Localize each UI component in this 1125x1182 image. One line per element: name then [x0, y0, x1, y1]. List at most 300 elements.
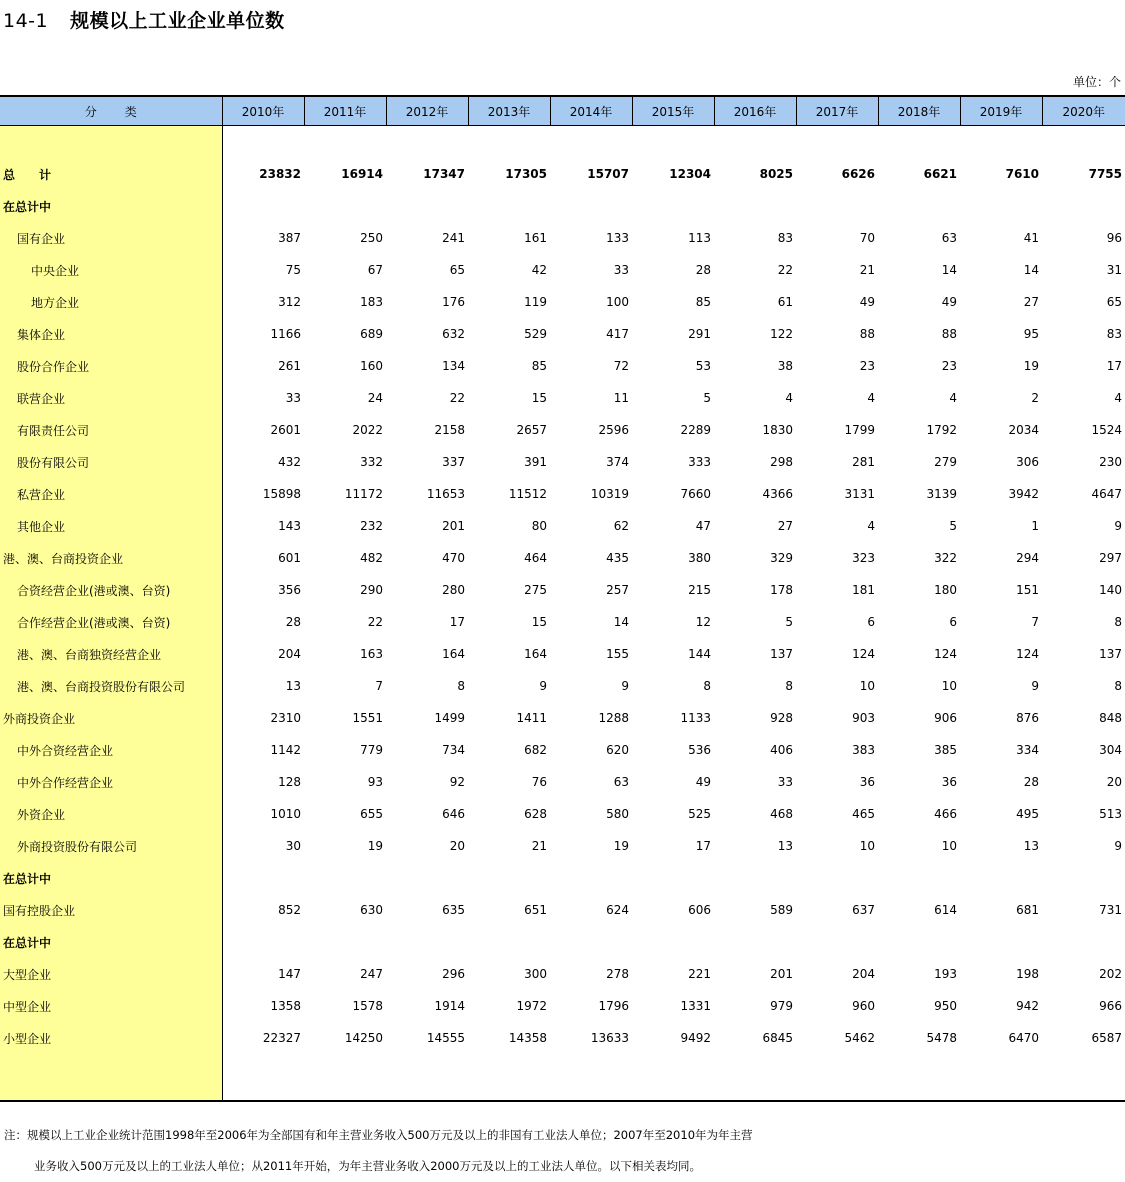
value-cell: 6	[949, 615, 957, 629]
value-cell	[714, 926, 796, 958]
table-title: 规模以上工业企业单位数	[70, 10, 285, 32]
value-cell: 6587	[1091, 1031, 1122, 1045]
table-row	[0, 830, 1125, 862]
value-cell: 689	[360, 327, 383, 341]
value-cell: 124	[852, 647, 875, 661]
value-cell: 144	[688, 647, 711, 661]
value-cell: 61	[777, 295, 793, 309]
value-cell: 1578	[352, 999, 383, 1013]
value-cell: 589	[770, 903, 793, 917]
value-cell: 9	[1114, 519, 1122, 533]
table-row	[0, 414, 1125, 446]
value-cell: 731	[1099, 903, 1122, 917]
value-cell: 133	[606, 231, 629, 245]
value-cell: 1499	[434, 711, 465, 725]
value-cell: 9	[539, 679, 547, 693]
value-cell: 10	[859, 679, 875, 693]
value-cell: 8	[703, 679, 711, 693]
value-cell	[222, 862, 304, 894]
value-cell: 17	[695, 839, 711, 853]
value-cell: 202	[1099, 967, 1122, 981]
value-cell: 14250	[344, 1031, 383, 1045]
data-table-container	[0, 95, 1125, 1102]
value-cell: 1331	[680, 999, 711, 1013]
value-cell: 17347	[423, 167, 465, 181]
value-cell: 333	[688, 455, 711, 469]
value-cell: 201	[442, 519, 465, 533]
table-row	[0, 734, 1125, 766]
category-cell: 其他企业	[0, 510, 222, 542]
value-cell: 2601	[270, 423, 301, 437]
value-cell: 525	[688, 807, 711, 821]
value-cell	[386, 926, 468, 958]
category-cell: 中外合资经营企业	[0, 734, 222, 766]
value-cell	[878, 926, 960, 958]
value-cell: 1792	[926, 423, 957, 437]
value-cell: 22	[367, 615, 383, 629]
value-cell	[632, 190, 714, 222]
value-cell: 466	[934, 807, 957, 821]
value-cell: 6621	[923, 167, 957, 181]
table-row	[0, 574, 1125, 606]
value-cell: 124	[934, 647, 957, 661]
table-row	[0, 958, 1125, 990]
category-cell	[0, 1054, 222, 1101]
value-cell: 1010	[270, 807, 301, 821]
value-cell	[550, 190, 632, 222]
value-cell: 36	[941, 775, 957, 789]
value-cell: 3131	[844, 487, 875, 501]
header-year: 2016年	[714, 96, 796, 126]
value-cell	[1042, 190, 1125, 222]
value-cell: 848	[1099, 711, 1122, 725]
value-cell: 291	[688, 327, 711, 341]
value-cell: 221	[688, 967, 711, 981]
value-cell: 100	[606, 295, 629, 309]
value-cell: 24	[367, 391, 383, 405]
value-cell: 72	[613, 359, 629, 373]
value-cell: 31	[1106, 263, 1122, 277]
value-cell: 193	[934, 967, 957, 981]
value-cell: 160	[360, 359, 383, 373]
value-cell: 1914	[434, 999, 465, 1013]
category-cell: 外资企业	[0, 798, 222, 830]
value-cell: 9	[1114, 839, 1122, 853]
value-cell: 298	[770, 455, 793, 469]
value-cell	[550, 926, 632, 958]
table-row	[0, 318, 1125, 350]
value-cell: 11512	[508, 487, 547, 501]
value-cell: 966	[1099, 999, 1122, 1013]
value-cell: 435	[606, 551, 629, 565]
category-cell: 联营企业	[0, 382, 222, 414]
value-cell: 261	[278, 359, 301, 373]
value-cell: 337	[442, 455, 465, 469]
value-cell: 682	[524, 743, 547, 757]
value-cell: 230	[1099, 455, 1122, 469]
value-cell: 464	[524, 551, 547, 565]
table-row	[0, 382, 1125, 414]
value-cell: 137	[770, 647, 793, 661]
table-row	[0, 702, 1125, 734]
value-cell: 906	[934, 711, 957, 725]
category-cell: 集体企业	[0, 318, 222, 350]
value-cell	[960, 926, 1042, 958]
category-cell: 在总计中	[0, 926, 222, 958]
value-cell: 6	[867, 615, 875, 629]
value-cell: 13633	[590, 1031, 629, 1045]
value-cell: 304	[1099, 743, 1122, 757]
value-cell: 297	[1099, 551, 1122, 565]
table-row	[0, 446, 1125, 478]
value-cell: 38	[777, 359, 793, 373]
value-cell: 10	[859, 839, 875, 853]
category-cell: 国有企业	[0, 222, 222, 254]
table-row	[0, 510, 1125, 542]
category-cell	[0, 126, 222, 159]
table-row	[0, 254, 1125, 286]
value-cell: 470	[442, 551, 465, 565]
value-cell: 5	[703, 391, 711, 405]
value-cell: 75	[285, 263, 301, 277]
value-cell: 9	[621, 679, 629, 693]
value-cell: 21	[859, 263, 875, 277]
value-cell: 13	[777, 839, 793, 853]
value-cell: 201	[770, 967, 793, 981]
value-cell	[1042, 862, 1125, 894]
value-cell: 134	[442, 359, 465, 373]
table-row	[0, 286, 1125, 318]
value-cell: 385	[934, 743, 957, 757]
header-year: 2011年	[304, 96, 386, 126]
category-cell: 中型企业	[0, 990, 222, 1022]
value-cell: 655	[360, 807, 383, 821]
value-cell: 5	[949, 519, 957, 533]
category-cell: 总 计	[0, 158, 222, 190]
value-cell: 28	[285, 615, 301, 629]
table-row	[0, 638, 1125, 670]
value-cell: 290	[360, 583, 383, 597]
table-row	[0, 990, 1125, 1022]
unit-label: 单位：个	[1072, 75, 1121, 89]
value-cell: 2022	[352, 423, 383, 437]
value-cell: 17	[1106, 359, 1122, 373]
value-cell: 178	[770, 583, 793, 597]
value-cell: 10319	[590, 487, 629, 501]
value-cell: 942	[1016, 999, 1039, 1013]
header-year: 2019年	[960, 96, 1042, 126]
value-cell: 606	[688, 903, 711, 917]
value-cell: 306	[1016, 455, 1039, 469]
value-cell: 41	[1023, 231, 1039, 245]
value-cell: 49	[941, 295, 957, 309]
value-cell: 3139	[926, 487, 957, 501]
value-cell: 14	[613, 615, 629, 629]
value-cell	[304, 862, 386, 894]
data-table	[0, 95, 1125, 1102]
value-cell: 143	[278, 519, 301, 533]
value-cell: 8	[1114, 615, 1122, 629]
header-year: 2012年	[386, 96, 468, 126]
value-cell: 128	[278, 775, 301, 789]
value-cell: 10	[941, 679, 957, 693]
table-row	[0, 350, 1125, 382]
category-cell: 合资经营企业(港或澳、台资)	[0, 574, 222, 606]
value-cell: 33	[777, 775, 793, 789]
value-cell	[878, 862, 960, 894]
value-cell	[1042, 926, 1125, 958]
value-cell: 232	[360, 519, 383, 533]
value-cell: 646	[442, 807, 465, 821]
value-cell: 2310	[270, 711, 301, 725]
category-cell: 外商投资股份有限公司	[0, 830, 222, 862]
value-cell: 33	[613, 263, 629, 277]
value-cell: 140	[1099, 583, 1122, 597]
value-cell: 15	[531, 615, 547, 629]
value-cell: 1358	[270, 999, 301, 1013]
value-cell: 2596	[598, 423, 629, 437]
value-cell: 11653	[426, 487, 465, 501]
value-cell: 580	[606, 807, 629, 821]
value-cell: 7	[1031, 615, 1039, 629]
value-cell: 9492	[680, 1031, 711, 1045]
table-row	[0, 862, 1125, 894]
value-cell: 250	[360, 231, 383, 245]
value-cell: 6470	[1008, 1031, 1039, 1045]
value-cell: 950	[934, 999, 957, 1013]
value-cell	[714, 862, 796, 894]
value-cell: 391	[524, 455, 547, 469]
value-cell	[878, 190, 960, 222]
value-cell: 14	[1023, 263, 1039, 277]
value-cell: 632	[442, 327, 465, 341]
category-cell: 小型企业	[0, 1022, 222, 1054]
value-cell: 15707	[587, 167, 629, 181]
value-cell: 33	[285, 391, 301, 405]
footnote-line: 注：规模以上工业企业统计范围1998年至2006年为全部国有和年主营业务收入500万元及以上的非国有工业法人单位；2007年至2010年为年主营	[4, 1128, 753, 1142]
value-cell: 70	[859, 231, 875, 245]
value-cell: 88	[941, 327, 957, 341]
value-cell: 164	[442, 647, 465, 661]
value-cell: 928	[770, 711, 793, 725]
value-cell: 2	[1031, 391, 1039, 405]
value-cell: 468	[770, 807, 793, 821]
value-cell: 6845	[762, 1031, 793, 1045]
value-cell: 383	[852, 743, 875, 757]
value-cell: 4	[785, 391, 793, 405]
value-cell: 88	[859, 327, 875, 341]
value-cell: 979	[770, 999, 793, 1013]
value-cell: 5	[785, 615, 793, 629]
value-cell: 8025	[759, 167, 793, 181]
value-cell: 93	[367, 775, 383, 789]
value-cell: 601	[278, 551, 301, 565]
value-cell: 13	[285, 679, 301, 693]
value-cell: 2158	[434, 423, 465, 437]
header-category: 分类	[0, 96, 222, 126]
category-cell: 港、澳、台商投资企业	[0, 542, 222, 574]
value-cell: 21	[531, 839, 547, 853]
value-cell: 20	[449, 839, 465, 853]
value-cell: 122	[770, 327, 793, 341]
value-cell: 8	[1114, 679, 1122, 693]
value-cell: 903	[852, 711, 875, 725]
value-cell: 113	[688, 231, 711, 245]
table-row	[0, 1022, 1125, 1054]
spacer-cell	[222, 1054, 1125, 1101]
value-cell	[386, 190, 468, 222]
value-cell: 4	[1114, 391, 1122, 405]
value-cell: 11172	[344, 487, 383, 501]
value-cell: 28	[695, 263, 711, 277]
value-cell: 624	[606, 903, 629, 917]
value-cell: 8	[457, 679, 465, 693]
value-cell: 49	[695, 775, 711, 789]
value-cell: 67	[367, 263, 383, 277]
value-cell: 294	[1016, 551, 1039, 565]
value-cell: 80	[531, 519, 547, 533]
value-cell: 147	[278, 967, 301, 981]
value-cell: 779	[360, 743, 383, 757]
value-cell: 322	[934, 551, 957, 565]
value-cell: 852	[278, 903, 301, 917]
value-cell: 49	[859, 295, 875, 309]
category-cell: 大型企业	[0, 958, 222, 990]
value-cell: 465	[852, 807, 875, 821]
value-cell: 163	[360, 647, 383, 661]
value-cell: 257	[606, 583, 629, 597]
value-cell: 960	[852, 999, 875, 1013]
category-cell: 地方企业	[0, 286, 222, 318]
value-cell: 124	[1016, 647, 1039, 661]
value-cell: 312	[278, 295, 301, 309]
value-cell: 1142	[270, 743, 301, 757]
value-cell: 380	[688, 551, 711, 565]
value-cell: 19	[1023, 359, 1039, 373]
table-number: 14-1	[3, 10, 49, 32]
table-row	[0, 478, 1125, 510]
value-cell: 334	[1016, 743, 1039, 757]
value-cell: 332	[360, 455, 383, 469]
value-cell: 614	[934, 903, 957, 917]
value-cell	[960, 862, 1042, 894]
value-cell: 2289	[680, 423, 711, 437]
value-cell: 47	[695, 519, 711, 533]
value-cell: 275	[524, 583, 547, 597]
value-cell: 27	[1023, 295, 1039, 309]
value-cell: 164	[524, 647, 547, 661]
value-cell: 63	[941, 231, 957, 245]
value-cell: 1411	[516, 711, 547, 725]
value-cell: 215	[688, 583, 711, 597]
table-row	[0, 894, 1125, 926]
value-cell: 5478	[926, 1031, 957, 1045]
header-year: 2017年	[796, 96, 878, 126]
value-cell: 28	[1023, 775, 1039, 789]
value-cell: 247	[360, 967, 383, 981]
value-cell: 4	[949, 391, 957, 405]
value-cell: 11	[613, 391, 629, 405]
value-cell: 1133	[680, 711, 711, 725]
header-year: 2013年	[468, 96, 550, 126]
value-cell: 278	[606, 967, 629, 981]
table-row	[0, 766, 1125, 798]
value-cell: 19	[367, 839, 383, 853]
value-cell: 1288	[598, 711, 629, 725]
value-cell: 300	[524, 967, 547, 981]
value-cell: 180	[934, 583, 957, 597]
value-cell: 4647	[1091, 487, 1122, 501]
value-cell: 19	[613, 839, 629, 853]
category-cell: 合作经营企业(港或澳、台资)	[0, 606, 222, 638]
value-cell: 16914	[341, 167, 383, 181]
value-cell: 1551	[352, 711, 383, 725]
value-cell: 280	[442, 583, 465, 597]
category-cell: 港、澳、台商投资股份有限公司	[0, 670, 222, 702]
value-cell: 9	[1031, 679, 1039, 693]
value-cell	[632, 926, 714, 958]
value-cell: 7660	[680, 487, 711, 501]
value-cell	[222, 190, 304, 222]
value-cell: 637	[852, 903, 875, 917]
value-cell: 406	[770, 743, 793, 757]
value-cell: 7755	[1088, 167, 1122, 181]
value-cell: 1	[1031, 519, 1039, 533]
value-cell: 62	[613, 519, 629, 533]
value-cell: 85	[695, 295, 711, 309]
value-cell	[796, 190, 878, 222]
value-cell: 36	[859, 775, 875, 789]
category-cell: 港、澳、台商独资经营企业	[0, 638, 222, 670]
value-cell	[796, 862, 878, 894]
value-cell: 356	[278, 583, 301, 597]
value-cell: 4	[867, 391, 875, 405]
value-cell: 204	[852, 967, 875, 981]
header-row	[0, 96, 1125, 126]
header-year: 2015年	[632, 96, 714, 126]
value-cell: 5462	[844, 1031, 875, 1045]
value-cell: 3942	[1008, 487, 1039, 501]
table-bottom-row	[0, 1054, 1125, 1101]
header-year: 2018年	[878, 96, 960, 126]
table-body	[0, 126, 1125, 1102]
value-cell: 620	[606, 743, 629, 757]
value-cell: 85	[531, 359, 547, 373]
value-cell: 176	[442, 295, 465, 309]
value-cell: 95	[1023, 327, 1039, 341]
value-cell: 1799	[844, 423, 875, 437]
value-cell: 734	[442, 743, 465, 757]
value-cell: 151	[1016, 583, 1039, 597]
value-cell: 281	[852, 455, 875, 469]
value-cell: 20	[1106, 775, 1122, 789]
value-cell: 22	[777, 263, 793, 277]
value-cell: 529	[524, 327, 547, 341]
value-cell: 1524	[1091, 423, 1122, 437]
value-cell: 23832	[259, 167, 301, 181]
value-cell: 27	[777, 519, 793, 533]
category-cell: 在总计中	[0, 862, 222, 894]
value-cell	[468, 190, 550, 222]
value-cell: 8	[785, 679, 793, 693]
table-row	[0, 606, 1125, 638]
value-cell: 513	[1099, 807, 1122, 821]
value-cell: 635	[442, 903, 465, 917]
value-cell: 30	[285, 839, 301, 853]
value-cell: 329	[770, 551, 793, 565]
value-cell	[632, 862, 714, 894]
page-title	[3, 6, 285, 33]
